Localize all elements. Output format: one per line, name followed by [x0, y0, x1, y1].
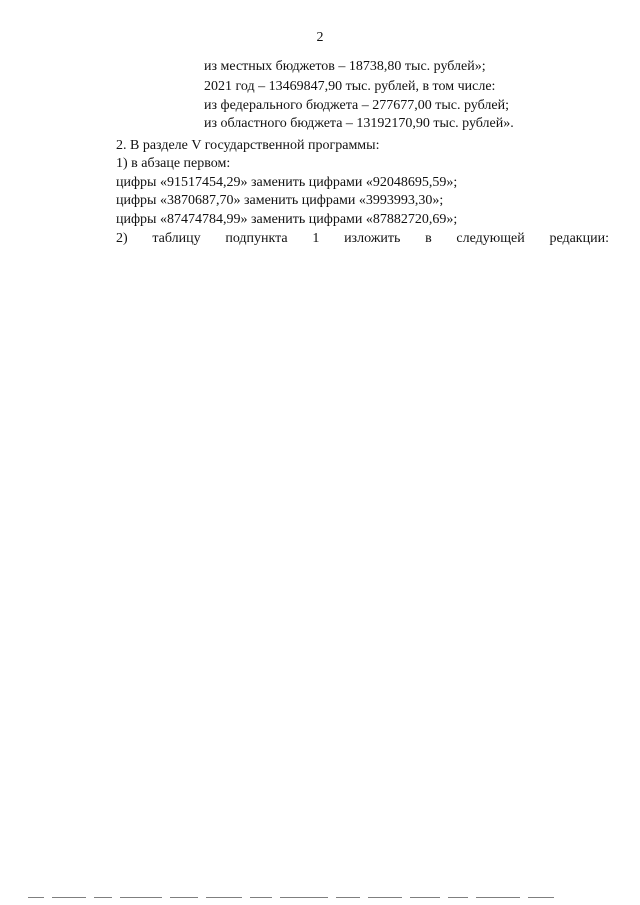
- local-budget-line: из местных бюджетов – 18738,80 тыс. рублей»;: [204, 59, 486, 74]
- scan-mark: [280, 897, 328, 898]
- scan-mark: [120, 897, 162, 898]
- scan-mark: [410, 897, 440, 898]
- scan-mark: [336, 897, 360, 898]
- justified-word: в: [425, 231, 432, 246]
- scan-mark: [52, 897, 86, 898]
- page-number: 2: [316, 30, 324, 45]
- justified-word: изложить: [344, 231, 401, 246]
- replacement-line-3: цифры «87474784,99» заменить цифрами «87882720,69»;: [116, 212, 458, 227]
- justified-word: подпункта: [225, 231, 288, 246]
- scan-mark: [448, 897, 468, 898]
- first-paragraph-line: 1) в абзаце первом:: [116, 156, 231, 171]
- year-2021-line: 2021 год – 13469847,90 тыс. рублей, в том числе:: [204, 79, 496, 94]
- justified-word: 1: [312, 231, 320, 246]
- justified-word: редакции:: [549, 231, 609, 246]
- justified-word: таблицу: [152, 231, 201, 246]
- federal-budget-line: из федерального бюджета – 277677,00 тыс. рублей;: [204, 98, 509, 113]
- section-v-line: 2. В разделе V государственной программы:: [116, 138, 380, 153]
- scan-mark: [170, 897, 198, 898]
- justified-word: 2): [116, 231, 128, 246]
- replacement-line-1: цифры «91517454,29» заменить цифрами «92048695,59»;: [116, 175, 458, 190]
- justified-word: следующей: [456, 231, 525, 246]
- scan-mark: [528, 897, 554, 898]
- scan-mark: [94, 897, 112, 898]
- regional-budget-line: из областного бюджета – 13192170,90 тыс. рублей».: [204, 116, 514, 131]
- scan-mark: [206, 897, 242, 898]
- scan-edge-artifact: [28, 895, 618, 899]
- replacement-line-2: цифры «3870687,70» заменить цифрами «3993993,30»;: [116, 193, 444, 208]
- scan-mark: [368, 897, 402, 898]
- table-edition-line: [116, 231, 609, 247]
- scan-mark: [476, 897, 520, 898]
- scan-mark: [28, 897, 44, 898]
- scan-mark: [250, 897, 272, 898]
